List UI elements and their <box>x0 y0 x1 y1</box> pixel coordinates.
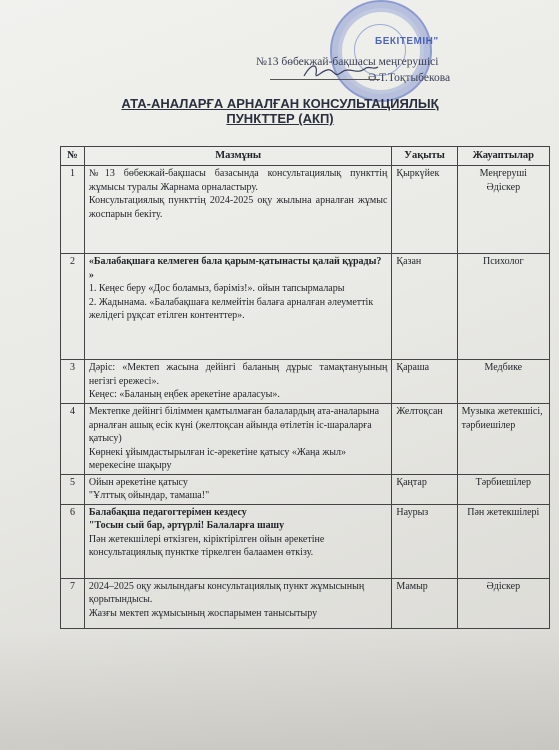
table-row <box>61 578 550 628</box>
table-row <box>61 504 550 578</box>
title-line-1: АТА-АНАЛАРҒА АРНАЛҒАН КОНСУЛЬТАЦИЯЛЫҚ <box>121 96 439 111</box>
row-number: 1 <box>61 166 85 254</box>
row-content: «Балабақшаға келмеген бала қарым-қатынасты қалай құрады? » 1. Кеңес беру «Дос боламыз, бәріміз!». ойын тапсырмалары 2. Жадынама. «Балабақшаға келмейтін балаға арналған әлеуметтік желідегі рұқсат етілген контенттер». <box>84 254 392 360</box>
table-header-row <box>61 147 550 166</box>
table-row <box>61 360 550 404</box>
row-content: Дәріс: «Мектеп жасына дейінгі баланың дұрыс тамақтануының негізгі ережесі». Кеңес: «Баланың еңбек әрекетіне араласуы». <box>84 360 392 404</box>
table-row <box>61 474 550 504</box>
row-responsible: Әдіскер <box>457 578 549 628</box>
row-content: Мектепке дейінгі біліммен қамтылмаған балалардың ата-аналарына арналған ашық есік күні (желтоқсан айында өтілетін іс-шараларға қатысу) Көрнекі ұйымдастырылған іс-әрекетіне қатысу «Жаңа жыл» мерекесіне шақыру <box>84 404 392 475</box>
row-time: Қыркүйек <box>392 166 457 254</box>
row-time: Қазан <box>392 254 457 360</box>
row-number: 6 <box>61 504 85 578</box>
row-number: 2 <box>61 254 85 360</box>
signature <box>300 58 380 84</box>
row-time: Қаңтар <box>392 474 457 504</box>
row-responsible: Музыка жетекшісі, тәрбиешілер <box>457 404 549 475</box>
header-number: № <box>61 147 85 166</box>
document-title <box>90 96 470 126</box>
row-responsible: Психолог <box>457 254 549 360</box>
row-responsible: Меңгеруші Әдіскер <box>457 166 549 254</box>
header-time: Уақыты <box>392 147 457 166</box>
row-content: 2024–2025 оқу жылындағы консультациялық пункт жұмысының қорытындысы. Жазғы мектеп жұмысының жоспарымен танысытыру <box>84 578 392 628</box>
row-time: Мамыр <box>392 578 457 628</box>
consultation-table <box>60 146 550 629</box>
table-row <box>61 404 550 475</box>
row-number: 7 <box>61 578 85 628</box>
row-time: Қараша <box>392 360 457 404</box>
table-row <box>61 166 550 254</box>
row-time: Желтоқсан <box>392 404 457 475</box>
row-time: Наурыз <box>392 504 457 578</box>
row-content: Ойын әрекетіне қатысу "Ұлттық ойындар, тамаша!" <box>84 474 392 504</box>
row-number: 4 <box>61 404 85 475</box>
approval-heading: БЕКІТЕМІН" <box>375 36 439 47</box>
header-content: Мазмұны <box>84 147 392 166</box>
approval-line-1: №13 бөбекжай-бақшасы меңгерушісі <box>256 56 439 68</box>
row-responsible: Пән жетекшілері <box>457 504 549 578</box>
approval-line-2: Ә.Т.Тоқтыбекова <box>368 72 451 84</box>
row-content: Балабақша педагогтерімен кездесу "Тосын сый бар, әртүрлі! Балаларға шашу Пән жетекшілері өткізген, кіріктірілген ойын әрекетіне консультациялық пунктке тіркелген балаамен өткізу. <box>84 504 392 578</box>
table-row <box>61 254 550 360</box>
row-content: №13 бөбекжай-бақшасы базасында консультациялық пункттің жұмысы туралы Жарнама орналастыру. Консультациялық пункттің 2024-2025 оқу жылына арналған жұмыс жоспарын бекіту. <box>84 166 392 254</box>
header-responsible: Жауаптылар <box>457 147 549 166</box>
row-number: 3 <box>61 360 85 404</box>
row-number: 5 <box>61 474 85 504</box>
approval-block <box>250 16 550 96</box>
row-responsible: Тәрбиешілер <box>457 474 549 504</box>
row-responsible: Медбике <box>457 360 549 404</box>
title-line-2: ПУНКТТЕР (АКП) <box>226 111 334 126</box>
